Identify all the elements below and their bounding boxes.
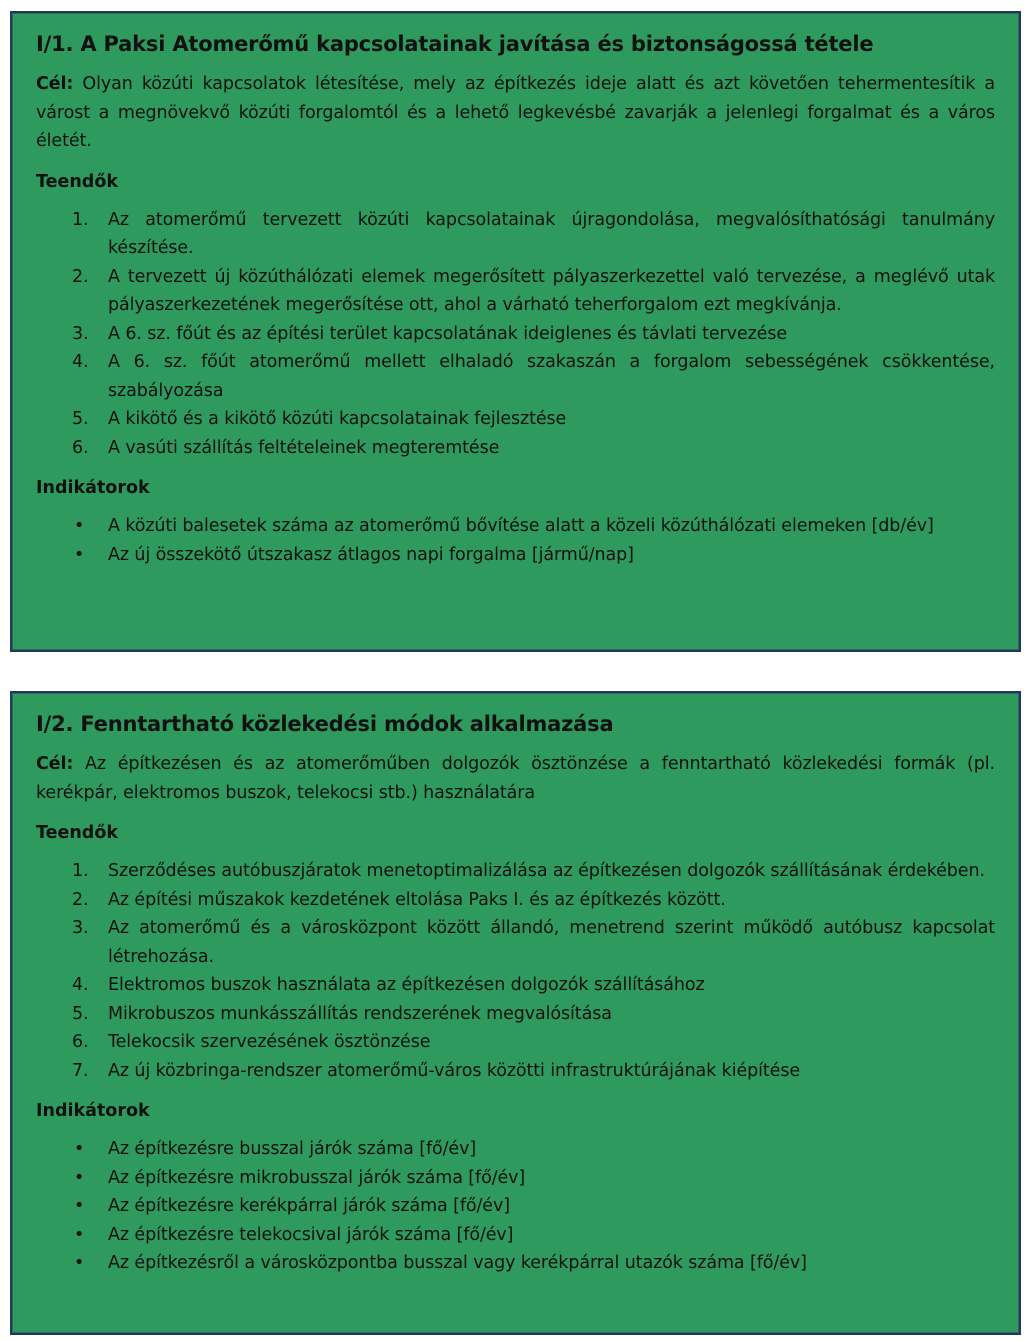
goal-text: Olyan közúti kapcsolatok létesítése, mely az építkezés ideje alatt és azt követően tehermentesítik a várost a megnövekvő közúti forgalomtól és a lehető legkevésbé zavarják a jelenlegi forgalmat és a város életét.	[36, 74, 995, 151]
task-item	[36, 1028, 995, 1057]
task-text: Az új közbringa-rendszer atomerőmű-város közötti infrastruktúrájának kiépítése	[108, 1060, 801, 1081]
indicator-item	[36, 512, 995, 541]
section-box-2	[10, 691, 1021, 1335]
indicator-text: Az új összekötő útszakasz átlagos napi forgalma [jármű/nap]	[108, 544, 634, 565]
task-item	[36, 914, 995, 971]
goal-paragraph	[36, 70, 995, 156]
indicator-item	[36, 1192, 995, 1221]
task-number: 1.	[72, 861, 89, 881]
bullet-icon: •	[74, 1253, 85, 1273]
task-item	[36, 348, 995, 405]
task-text: Telekocsik szervezésének ösztönzése	[108, 1032, 431, 1052]
task-text: A 6. sz. főút atomerőmű mellett elhaladó szakaszán a forgalom sebességének csökkentése, szabályozása	[108, 352, 995, 401]
task-number: 2.	[72, 889, 89, 910]
section-box-1	[10, 11, 1021, 652]
indicator-text: Az építkezésre busszal járók száma [fő/év]	[108, 1139, 477, 1159]
task-item	[36, 857, 995, 886]
indicator-item	[36, 541, 995, 570]
tasks-heading: Teendők	[36, 171, 118, 192]
task-text: A vasúti szállítás feltételeinek megteremtése	[108, 437, 500, 458]
indicator-item	[36, 1135, 995, 1164]
task-number: 4.	[72, 975, 89, 995]
task-number: 5.	[72, 409, 89, 429]
tasks-heading: Teendők	[36, 823, 118, 843]
section-title: I/2. Fenntartható közlekedési módok alkalmazása	[36, 712, 614, 736]
indicator-text: Az építkezésről a városközpontba busszal vagy kerékpárral utazók száma [fő/év]	[108, 1253, 807, 1273]
task-number: 2.	[72, 266, 89, 287]
task-text: Elektromos buszok használata az építkezésen dolgozók szállításához	[108, 975, 705, 995]
indicator-item	[36, 1221, 995, 1250]
task-item	[36, 206, 995, 263]
indicator-text: Az építkezésre kerékpárral járók száma [fő/év]	[108, 1196, 510, 1216]
task-item	[36, 886, 995, 915]
indicator-text: Az építkezésre mikrobusszal járók száma [fő/év]	[108, 1167, 526, 1188]
goal-label: Cél:	[36, 754, 74, 774]
indicator-item	[36, 1249, 995, 1278]
indicators-heading: Indikátorok	[36, 1101, 150, 1121]
task-number: 5.	[72, 1003, 89, 1024]
indicators-list	[36, 512, 995, 569]
task-number: 6.	[72, 1032, 89, 1052]
task-item	[36, 263, 995, 320]
task-text: Az atomerőmű és a városközpont között állandó, menetrend szerint működő autóbusz kapcsolat létrehozása.	[108, 918, 995, 967]
bullet-icon: •	[74, 544, 85, 565]
task-item	[36, 1057, 995, 1086]
goal-paragraph	[36, 750, 995, 807]
task-number: 7.	[72, 1060, 89, 1081]
section-title: I/1. A Paksi Atomerőmű kapcsolatainak javítása és biztonságossá tétele	[36, 32, 874, 56]
task-number: 3.	[72, 918, 89, 938]
indicator-item	[36, 1164, 995, 1193]
task-item	[36, 971, 995, 1000]
task-number: 4.	[72, 352, 89, 372]
goal-text: Az építkezésen és az atomerőműben dolgozók ösztönzése a fenntartható közlekedési formák (pl. kerékpár, elektromos buszok, telekocsi stb.) használatára	[36, 754, 995, 803]
task-number: 3.	[72, 323, 89, 344]
task-text: A kikötő és a kikötő közúti kapcsolatainak fejlesztése	[108, 409, 567, 429]
task-text: A 6. sz. főút és az építési terület kapcsolatának ideiglenes és távlati tervezése	[108, 323, 788, 344]
indicator-text: Az építkezésre telekocsival járók száma [fő/év]	[108, 1224, 514, 1245]
indicators-heading: Indikátorok	[36, 478, 150, 498]
task-text: Az építési műszakok kezdetének eltolása Paks I. és az építkezés között.	[108, 889, 726, 910]
goal-label: Cél:	[36, 74, 74, 94]
tasks-list	[36, 206, 995, 463]
bullet-icon: •	[74, 1224, 85, 1245]
task-text: Mikrobuszos munkásszállítás rendszerének megvalósítása	[108, 1003, 612, 1024]
task-number: 1.	[72, 209, 89, 230]
task-item	[36, 320, 995, 349]
task-text: Szerződéses autóbuszjáratok menetoptimalizálása az építkezésen dolgozók szállításának érdekében.	[108, 861, 985, 881]
bullet-icon: •	[74, 1196, 85, 1216]
indicator-text: A közúti balesetek száma az atomerőmű bővítése alatt a közeli közúthálózati elemeken [db/év]	[108, 516, 934, 536]
task-number: 6.	[72, 437, 89, 458]
bullet-icon: •	[74, 1167, 85, 1188]
task-text: Az atomerőmű tervezett közúti kapcsolatainak újragondolása, megvalósíthatósági tanulmány készítése.	[108, 209, 995, 258]
tasks-list	[36, 857, 995, 1085]
task-item	[36, 405, 995, 434]
bullet-icon: •	[74, 516, 85, 536]
indicators-list	[36, 1135, 995, 1278]
task-item	[36, 1000, 995, 1029]
task-text: A tervezett új közúthálózati elemek megerősített pályaszerkezettel való tervezése, a meglévő utak pályaszerkezetének megerősítése ott, ahol a várható teherforgalom ezt megkívánja.	[108, 266, 995, 315]
bullet-icon: •	[74, 1139, 85, 1159]
task-item	[36, 434, 995, 463]
